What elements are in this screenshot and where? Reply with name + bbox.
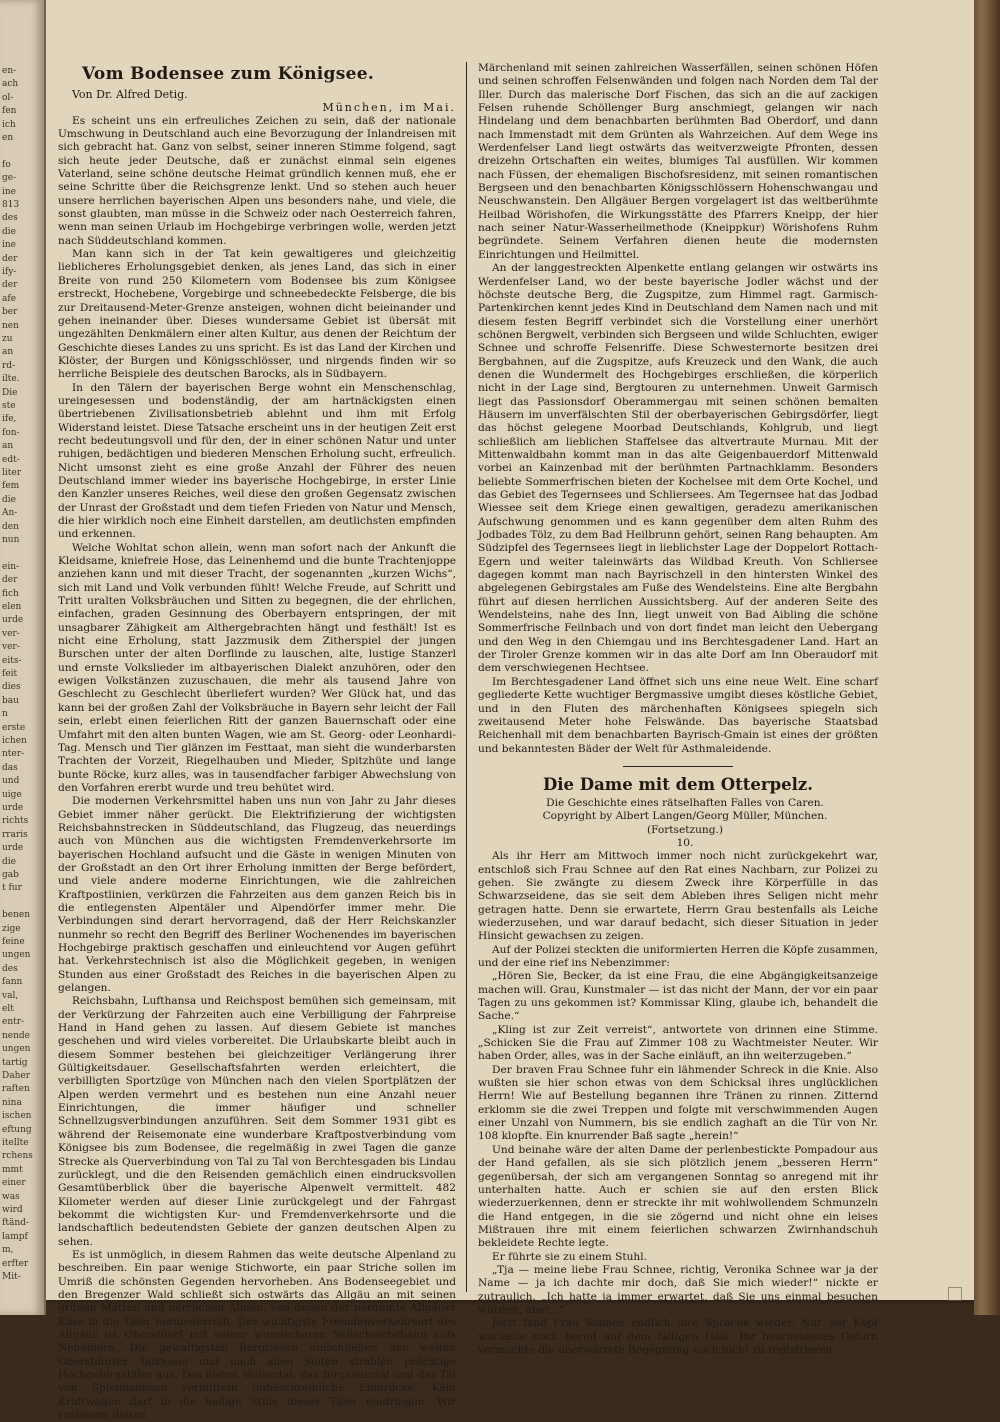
article2-paragraph: Auf der Polizei steckten die uniformierten Herren die Köpfe zusammen, und der eine rief ins Nebenzimmer: [478,943,878,969]
binding-fragment: einer [2,1178,26,1189]
binding-fragment: rd- [2,360,16,371]
binding-fragment: urde [2,803,24,813]
binding-fragment: m, [2,1245,14,1256]
binding-fragment: afe [2,293,17,304]
article1-title: Vom Bodensee zum Königsee. [82,64,375,84]
binding-fragment: wird [2,1205,23,1215]
binding-fragment: was [2,1191,20,1202]
binding-fragment: entr- [2,1017,25,1028]
binding-fragment: uige [2,789,22,800]
article2-paragraph: Er führte sie zu einem Stuhl. [492,1250,648,1263]
binding-fragment: tartig [2,1057,28,1068]
binding-fragment: elt [2,1004,14,1014]
article2-subtitle: Die Geschichte eines rätselhaften Falles von Caren. [546,796,824,809]
binding-fragment: an [2,347,14,358]
article1-dateline: München, im Mai. [322,101,456,115]
binding-fragment: 813 [2,200,20,210]
article-separator [623,766,733,767]
binding-fragment: die [2,856,16,867]
binding-fragment: en [2,133,14,143]
binding-fragment: zu [2,334,13,344]
binding-fragment: liter [2,468,22,478]
binding-fragment: erfter [2,1258,29,1269]
article1-paragraph: Welche Wohltat schon allein, wenn man sofort nach der Ankunft die Kleidsame, kniefreie Hose, das Leinenhemd und die bunte Trachtenjoppe anziehen kann und mit dieser Tracht, der sogenannten „kurzen Wichs“, sich mit Land und Volk verbunden fühlt! Welche Freude, auf Schritt und Tritt uralten Volksbräuchen und Sitten zu begegnen, die der ehrlichen, einfachen, graden Gesinnung des Oberbayern entspringen, der mit unsagbarer Zähigkeit am Althergebrachten hängt und festhält! Ist es nicht eine Erholung, statt Jazzmusik dem Zitherspiel der jungen Burschen unter der alten Dorflinde zu lauschen, alte, lustige Stanzerl und ernste Volkslieder im altbayerischen Dialekt anzuhören, oder den ewigen Volkstänzen zuzuschauen, die mehr als tausend Jahre von Geschlecht zu Geschlecht überliefert wurden? Wer Glück hat, und das kann bei der großen Zahl der Volksbräuche in Bayern sehr leicht der Fall sein, erlebt einen feierlichen Ritt der ganzen Bauernschaft oder eine Umfahrt mit den alten bunten Wagen, wie am St. Georg- oder Leonhardi-Tag. Mensch und Tier glänzen im Festtaat, man sieht die wunderbarsten Trachten der Vorzeit, Riegelhauben und Mieder, Spitzhüte und lange bunte Röcke, kurz alles, was in tausendfacher farbiger Abwechslung von den Vorfahren ererbt wurde und treu behütet wird. [58,541,456,794]
binding-fragment: ichen [2,736,27,746]
binding-fragment: nun [2,535,20,545]
binding-fragment: itellte [2,1138,29,1148]
article2-paragraph: „Tja — meine liebe Frau Schnee, richtig, Veronika Schnee war ja der Name — ja ich dachte mir doch, daß Sie mich wieder!“ nickte er zutraulich. „Ich hatte ja immer erwartet, daß Sie uns einmal besuchen würden, aber...“ [478,1263,878,1316]
article1-paragraph: An der langgestreckten Alpenkette entlang gelangen wir ostwärts ins Werdenfelser Land, wo der beste bayerische Jodler wächst und der höchste deutsche Berg, die Zugspitze, zum Himmel ragt. Garmisch-Partenkirchen kennt jedes Kind in Deutschland dem Namen nach und mit diesem festen Begriff verbindet sich die Vorstellung einer unerhört schönen Bergwelt, verbinden sich Bergseen und wilde Schluchten, ewiger Schnee und schroffe Felsenriffe. Diese Schwesternorte besitzen drei Bergbahnen, auf die Zugspitze, aufs Kreuzeck und den Wank, die auch denen die Wundermelt des Hochgebirges erschließen, die körperlich nicht in der Lage sind, Bergtouren zu unternehmen. Unweit Garmisch liegt das Passionsdorf Oberammergau mit seinen schönen bemalten Häusern im unverfälschten Stil der oberbayerischen Gebirgsdörfer, liegt das höchst gelegene Moorbad Deutschlands, Kohlgrub, und liegt schließlich am lieblichen Staffelsee das altvertraute Murnau. Mit der Mittenwaldbahn kommt man in das alte Geigenbauerdorf Mittenwald vorbei an Kainzenbad mit der berühmten Partnachklamm. Besonders beliebte Sommerfrischen bieten der Kochelsee mit dem Orte Kochel, und das Gebiet des Tegernsees und Schliersees. Am Tegernsee hat das Jodbad Wiessee seit dem Kriege einen gewaltigen, geradezu amerikanischen Aufschwung genommen und es kann gegenüber dem alten Ruhm des Jodbades Tölz, zu dem Bad Heilbrunn gehört, seinen Rang behaupten. Am Südzipfel des Tegernsees liegt in lieblichster Lage der Doppelort Rottach-Egern und weiter taleinwärts das Wildbad Kreuth. Von Schliersee dagegen kommt man nach Bayrischzell in den hintersten Winkel des abgelegenen Gebirgstales am Fuße des Wendelsteins. Eine alte Bergbahn führt auf diesen herrlichen Aussichtsberg. Auf der anderen Seite des Wendelsteins, nahe des Inn, liegt unweit von Bad Aibling die schöne Sommerfrische Feilnbach und von dort findet man leicht den Uebergang und den Weg in den Chiemgau und ins Berchtesgadener Land. Hart an der Tiroler Grenze kommen wir in das alte Dorf am Inn Oberaudorf mit dem verschwiegenen Hechtsee. [478,262,878,675]
binding-fragment: richts [2,816,29,827]
binding-fragment: die [2,226,16,237]
binding-fragment: An- [2,508,18,519]
binding-fragment: ver- [2,642,20,653]
binding-fragment: fen [2,106,17,117]
article2-paragraph: Jetzt fand Frau Schnee endlich ihre Sprache wieder. Nur der Kopf wackelte noch bereit auf dem faltigen Hals. Ihr bescheidenes Gehirn vermochte die unerwartete Begegnung noch nicht zu registrieren. [478,1317,878,1356]
column-rule [466,62,467,1292]
binding-fragment: ungen [2,950,31,961]
binding-strip [0,0,46,1315]
left-column [58,62,456,1422]
article2-paragraph: Als ihr Herr am Mittwoch immer noch nicht zurückgekehrt war, entschloß sich Frau Schnee auf den Rat eines Nachbarn, zur Polizei zu gehen. Sie zwängte zu diesem Zweck ihre Körperfülle in das Schwarzseidene, das sie seit dem Ableben ihres Seligen nicht mehr getragen hatte. Denn sie erwartete, Herrn Grau bestenfalls als Leiche wiederzusehen, und war darauf bedacht, sich dieser Situation in jeder Hinsicht gewachsen zu zeigen. [478,850,878,943]
article1-paragraph: Man kann sich in der Tat kein gewaltigeres und gleichzeitig lieblicheres Erholungsgebiet denken, als jenes Land, das sich in einer Breite von rund 250 Kilometern vom Bodensee bis zum Königsee erstreckt, Hochebene, Vorgebirge und schneebedeckte Felsberge, die bis zur Dreitausend-Meter-Grenze ansteigen, wohnen dicht beieinander und gehen ineinander über. Dieses wundersame Gebiet ist übersät mit ungezählten Denkmälern einer alten Kultur, aus denen der Reichtum der Geschichte dieses Landes zu uns spricht. Es ist das Land der Kirchen und Klöster, der Burgen und Königsschlösser, und nirgends finden wir so herrliche Beispiele des deutschen Barocks, als in Südbayern. [58,248,456,381]
binding-fragment: der [2,575,18,586]
binding-fragment: mmt [2,1164,23,1175]
binding-fragment: erste [2,722,26,733]
binding-fragment: eftung [2,1124,32,1135]
article2-paragraph: „Hören Sie, Becker, da ist eine Frau, die eine Abgängigkeitsanzeige machen will. Grau, Kunstmaler — ist das nicht der Mann, der vor ein paar Tagen zu uns gekommen ist? Kommissar Kling, glaube ich, behandelt die Sache.“ [478,970,878,1023]
binding-fragment: ich [2,119,16,130]
binding-fragment: nter- [2,749,25,760]
article1-paragraph: Es scheint uns ein erfreuliches Zeichen zu sein, daß der nationale Umschwung in Deutschland auch eine Bevorzugung der Inlandreisen mit sich gebracht hat. Ganz von selbst, seiner inneren Stimme folgend, sagt sich heute jeder Deutsche, daß er zunächst einmal sein eigenes Vaterland, seine schöne deutsche Heimat gründlich kennen muß, ehe er seine Schritte über die Reichsgrenze lenkt. Und so stehen auch heuer unsere herrlichen bayerischen Alpen uns besonders nahe, und viele, die sonst glaubten, man müsse in die Schweiz oder nach Oesterreich fahren, wenn man seinen Urlaub im Hochgebirge verbringen wolle, werden jetzt nach Süddeutschland kommen. [58,114,456,247]
article2-paragraph: Der braven Frau Schnee fuhr ein lähmender Schreck in die Knie. Also wußten sie hier schon etwas von dem Schicksal ihres unglücklichen Herrn! Wie auf Bestellung begannen ihre Tränen zu rinnen. Zitternd erklomm sie die zwei Treppen und folgte mit verschwimmenden Augen einer Unzahl von Nummern, bis sie endlich zaghaft an die Tür von Nr. 108 klopfte. Ein knurrender Baß sagte „herein!“ [478,1063,878,1143]
binding-fragment: t fur [2,883,22,894]
binding-fragment: das [2,762,18,773]
article1-paragraph: Die modernen Verkehrsmittel haben uns nun von Jahr zu Jahr dieses Gebiet immer näher gerückt. Die Elektrifizierung der wichtigsten Reichsbahnstrecken in Süddeutschland, das Flugzeug, das neuerdings auch von München aus die wichtigsten Fremdenverkehrsorte im bayerischen Hochland aufsucht und die Gäste in wenigen Minuten von der Großstadt an den Ort ihrer Erholung inmitten der Berge befördert, und viele andere moderne Einrichtungen, wie die zahlreichen Kraftpostlinien, verkürzen die Fahrzeiten aus dem ganzen Reich bis in die entlegensten Alpentäler und Alpendörfer immer mehr. Die Verbindungen sind derart hervorragend, daß der Herr Reichskanzler nunmehr so recht den Begriff des Berliner Wochenendes im bayerischen Hochgebirge praktisch geschaffen und einleuchtend vor Augen geführt hat. Verkehrstechnisch ist also die Möglichkeit gegeben, in wenigen Stunden aus einer Großstadt des Reiches in die bayerischen Alpen zu gelangen. [58,795,456,995]
binding-fragment: die [2,494,16,505]
page-edge [974,0,1000,1315]
binding-fragment: edt- [2,454,20,465]
binding-fragment: rraris [2,829,28,840]
right-column [478,62,878,1356]
binding-fragment: fon- [2,427,20,438]
binding-fragment: Die [2,387,18,398]
binding-fragment: ver- [2,628,20,639]
binding-fragment: zige [2,923,21,934]
binding-fragment: ife, [2,414,17,425]
article2-paragraph: „Kling ist zur Zeit verreist“, antwortete von drinnen eine Stimme. „Schicken Sie die Frau auf Zimmer 108 zu Wachtmeister Neuter. Wir haben Order, alles, was in der Sache einläuft, an ihn weiterzugeben.“ [478,1023,878,1063]
article2-title: Die Dame mit dem Otterpelz. [542,774,814,794]
binding-fragment: ftänd- [2,1218,29,1229]
binding-fragment: ach [2,79,19,90]
binding-fragment: des [2,213,18,224]
binding-fragment: ungen [2,1044,31,1055]
binding-fragment: fo [2,159,11,170]
binding-fragment: den [2,521,19,532]
binding-fragment: elen [2,602,22,612]
binding-fragment: val, [2,990,19,1001]
corner-mark [948,1287,962,1301]
binding-fragment: ine [2,240,17,251]
binding-fragment: benen [2,910,31,921]
binding-fragment: nende [2,1030,31,1041]
binding-fragment: Daher [2,1071,31,1081]
binding-fragment: n [2,709,8,720]
binding-fragment: ber [2,307,18,318]
article1-paragraph: Reichsbahn, Lufthansa und Reichspost bemühen sich gemeinsam, mit der Verkürzung der Fahrzeiten auch eine Verbilligung der Fahrpreise Hand in Hand gehen zu lassen. Auf diesem Gebiete ist manches geschehen und wird vieles vorbereitet. Die Urlaubskarte bleibt auch in diesem Sommer bestehen bei gleichzeitiger Verlängerung ihrer Gültigkeitsdauer. Gesellschaftsfahrten werden erleichtert, die verbilligten Sportzüge von München nach den vielen Sportplätzen der Alpen werden vermehrt und es bestehen nun eine Anzahl neuer Einrichtungen, die immer häufiger und schneller Schnellzugsverbindungen anzuführen. Seit dem Sommer 1931 gibt es während der Reisemonate eine wunderbare Kraftpostverbindung vom Königsee bis zum Bodensee, die regelmäßig in zwei Tagen die ganze Strecke als Querverbindung von Tal zu Tal von Berchtesgaden bis Lindau zurücklegt, und die den Reisenden gemächlich einen eindrucksvollen Gesamtüberblick über die bayerische Alpenwelt vermittelt. 482 Kilometer werden auf dieser Linie zurückgelegt und der Fahrgast bekommt die wichtigsten Kur- und Fremdenverkehrsorte und die landschaftlich bedeutendsten Gebiete der ganzen deutschen Alpen zu sehen. [58,995,456,1248]
binding-fragment: fann [2,977,23,988]
binding-fragment: der [2,280,18,291]
binding-fragment: ste [2,401,16,411]
article2-chapter: 10. [676,836,694,849]
binding-fragment: ine [2,186,17,197]
article1-paragraph: Märchenland mit seinen zahlreichen Wasserfällen, seinen schönen Höfen und seinen schroffen Felsenwänden und folgen nach Norden dem Tal der Iller. Durch das malerische Dorf Fischen, das sich an die auf zackigen Felsen ruhende Schöllenger Burg anschmiegt, gelangen wir nach Hindelang und dem benachbarten berühmten Bad Oberdorf, und dann nach Immenstadt mit dem Grünten als Wahrzeichen. Auf dem Wege ins Werdenfelser Land liegt ostwärts das weitverzweigte Pfronten, dessen dreizehn Ortschaften ein weites, blumiges Tal ausfüllen. Wir kommen nach Füssen, der ehemaligen Bischofsresidenz, mit seinen romantischen Bergseen und den benachbarten Königsschlössern Hohenschwangau und Neuschwanstein. Den Allgäuer Bergen vorgelagert ist das weltberühmte Heilbad Wörishofen, die Wirkungsstätte des Pfarrers Kneipp, der hier nach seiner Natur-Wasserheilmethode (Kneippkur) Wörishofens Ruhm begründete. Seinem Verfahren dienen heute die modernsten Einrichtungen und Heilmittel. [478,62,878,261]
article1-paragraph: Es ist unmöglich, in diesem Rahmen das weite deutsche Alpenland zu beschreiben. Ein paar wenige Stichworte, ein paar Striche sollen im Umriß die schönsten Gegenden hervorheben. Ans Bodenseegebiet und den Bregenzer Wald schließt sich ostwärts das Allgäu an mit seinen grünen Matten und herrlichen Almen, von denen der berühmte Allgäuer Käse in die Täler herniederrollt. Der wichtigste Fremdenverkehrsort des Allgäus ist Oberstdorf mit seiner wunderbaren Seilschwebebahn aufs Nebelhorn. Die gewaltigsten Bergriesen umschließen den weiten Oberstdorfer Talkessel und nach allen Seiten strahlen prächtige Hochgebirgstäler aus. Das kleine Walsertal, das Birgsauertal und das Tal von Spielmannsau vermitteln unbeschreibliche Eindrücke. Kein Kraftwagen darf in die heilige Stille dieser Täler eindringen. Wir verlassen dieses [58,1248,456,1422]
binding-fragment: des [2,963,18,974]
binding-fragment: und [2,776,20,787]
binding-fragment: Mit- [2,1272,21,1282]
article1-paragraph: Im Berchtesgadener Land öffnet sich uns eine neue Welt. Eine scharf gegliederte Kette wuchtiger Bergmassive umgibt dieses köstliche Gebiet, und in den Fluten des märchenhaften Königsees spiegeln sich zweitausend Meter hohe Felswände. Das bayerische Staatsbad Reichenhall mit dem benachbarten Bayrisch-Gmain ist eines der größten und bekanntesten Bäder der Welt für Asthmaleidende. [478,675,878,755]
binding-fragment: urde [2,843,24,854]
binding-fragment: ify- [2,267,17,277]
binding-fragment: lampf [2,1231,28,1242]
binding-fragment: raften [2,1084,30,1095]
binding-fragment: dies [2,682,21,693]
binding-fragment: der [2,253,18,264]
binding-fragment: nina [2,1097,22,1108]
binding-fragment: ischen [2,1111,32,1122]
binding-fragment: urde [2,615,24,626]
article2-copyright: Copyright by Albert Langen/Georg Müller, München. [542,810,828,823]
binding-fragment: feine [2,937,25,947]
binding-fragment: bau [2,695,19,706]
binding-fragment: feit [2,669,18,679]
binding-fragment: rchens [2,1151,33,1162]
binding-fragment: gab [2,870,19,880]
binding-fragment: fem [2,481,20,492]
binding-fragment: ge- [2,173,17,184]
article1-paragraph: In den Tälern der bayerischen Berge wohnt ein Menschenschlag, ureingesessen und bodenständig, der am hartnäckigsten einen übertriebenen Zivilisationsbetrieb ablehnt und ihm mit Erfolg Widerstand leistet. Diese Tatsache erscheint uns in der heutigen Zeit erst recht bedeutungsvoll und für den, der in einer schönen Natur und unter ruhigen, bedächtigen und biederen Menschen Erholung sucht, erfreulich. Nicht umsonst zieht es eine große Anzahl der Führer des neuen Deutschland immer wieder ins bayerische Hochgebirge, in erster Linie den Kanzler unseres Reiches, weil diese den großen Gegensatz zwischen der Unrast der Großstadt und dem tiefen Frieden von Natur und Mensch, die hier wirklich noch eine Einheit darstellen, am deutlichsten empfinden und erkennen. [58,381,456,541]
article1-author: Von Dr. Alfred Detig. [72,88,188,101]
binding-fragment: ein- [2,561,20,572]
article2-continuation: (Fortsetzung.) [646,823,724,836]
binding-fragment: an [2,441,14,452]
binding-fragment: ol- [2,92,14,103]
article2-paragraph: Und beinahe wäre der alten Dame der perlenbestickte Pompadour aus der Hand gefallen, als sie sich plötzlich jenem „besseren Herrn“ gegenübersah, der sich am vergangenen Sonntag so anregend mit ihr unterhalten hatte. Auch er schien sie auf den ersten Blick wiederzuerkennen, denn er streckte ihr mit wohlwollendem Schmunzeln die Hand entgegen, in die sie zögernd und nicht ohne ein leises Mißtrauen ihre mit einem feierlichen schwarzen Zwirnhandschuh bekleidete Rechte legte. [478,1143,878,1250]
binding-fragment: fich [2,588,19,599]
binding-fragment: ilte. [2,374,20,385]
binding-fragment: nen [2,320,19,331]
binding-fragment: eits- [2,655,22,666]
binding-fragment: en- [2,66,17,76]
